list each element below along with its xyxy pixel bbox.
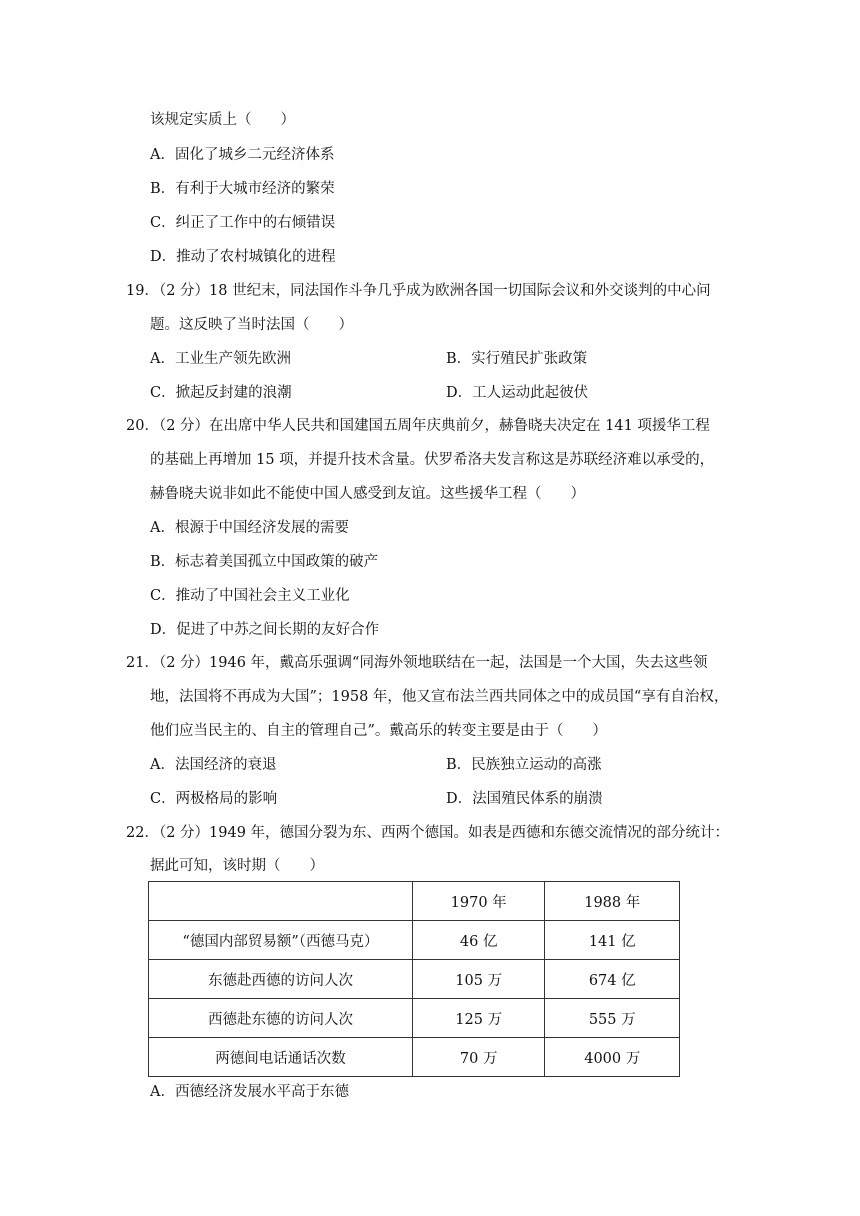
table-header-row	[149, 882, 680, 921]
table-cell: 141 亿	[545, 921, 680, 960]
table-header-cell: 1988 年	[545, 882, 680, 921]
q22-stem-line2: 据此可知，该时期（ ）	[150, 858, 324, 874]
q20-option-d: D．促进了中苏之间长期的友好合作	[150, 622, 380, 638]
table-cell: 555 万	[545, 999, 680, 1038]
q18-stem-tail: 该规定实质上（ ）	[150, 112, 295, 128]
table-cell: 两德间电话通话次数	[149, 1038, 413, 1077]
q20-stem-line1: 20．（2 分）在出席中华人民共和国建国五周年庆典前夕，赫鲁晓夫决定在 141 项援华工程	[126, 418, 710, 434]
q18-option-d: D．推动了农村城镇化的进程	[150, 249, 336, 265]
q21-option-b: B．民族独立运动的高涨	[446, 757, 602, 773]
table-cell: 东德赴西德的访问人次	[149, 960, 413, 999]
q20-stem-line2: 的基础上再增加 15 项，并提升技术含量。伏罗希洛夫发言称这是苏联经济难以承受的，	[150, 452, 715, 468]
table-cell: 674 亿	[545, 960, 680, 999]
table-cell: “德国内部贸易额”（西德马克）	[149, 921, 413, 960]
q19-option-b: B．实行殖民扩张政策	[446, 351, 588, 367]
q21-option-d: D．法国殖民体系的崩溃	[446, 791, 603, 807]
q18-option-a: A．固化了城乡二元经济体系	[150, 147, 335, 163]
table-cell: 46 亿	[412, 921, 545, 960]
q18-option-b: B．有利于大城市经济的繁荣	[150, 181, 335, 197]
q19-option-a: A．工业生产领先欧洲	[150, 351, 291, 367]
table-cell: 70 万	[412, 1038, 545, 1077]
q19-stem-line2: 题。这反映了当时法国（ ）	[150, 317, 353, 333]
table-row	[149, 1038, 680, 1077]
q19-option-c: C．掀起反封建的浪潮	[150, 385, 292, 401]
table-row	[149, 960, 680, 999]
q21-stem-line2: 地，法国将不再成为大国”；1958 年，他又宣布法兰西共同体之中的成员国“享有自治权，	[150, 689, 729, 705]
table-header-cell	[149, 882, 413, 921]
q21-stem-line1: 21．（2 分）1946 年，戴高乐强调“同海外领地联结在一起，法国是一个大国，失去这些领	[126, 655, 708, 671]
q18-option-c: C．纠正了工作中的右倾错误	[150, 215, 336, 231]
q19-option-d: D．工人运动此起彼伏	[446, 385, 589, 401]
table-cell: 125 万	[412, 999, 545, 1038]
q21-option-a: A．法国经济的衰退	[150, 757, 277, 773]
table-row	[149, 999, 680, 1038]
germany-exchange-table	[148, 881, 680, 1077]
q20-option-b: B．标志着美国孤立中国政策的破产	[150, 554, 379, 570]
q20-option-a: A．根源于中国经济发展的需要	[150, 520, 349, 536]
table-row	[149, 921, 680, 960]
q22-option-a: A．西德经济发展水平高于东德	[150, 1084, 349, 1100]
q20-stem-line3: 赫鲁晓夫说非如此不能使中国人感受到友谊。这些援华工程（ ）	[150, 486, 585, 502]
q20-option-c: C．推动了中国社会主义工业化	[150, 588, 350, 604]
q22-stem-line1: 22．（2 分）1949 年，德国分裂为东、西两个德国。如表是西德和东德交流情况的部分统计：	[126, 825, 730, 841]
q21-stem-line3: 他们应当民主的、自主的管理自己”。戴高乐的转变主要是由于（ ）	[150, 723, 607, 739]
table-cell: 西德赴东德的访问人次	[149, 999, 413, 1038]
q19-stem-line1: 19．（2 分）18 世纪末，同法国作斗争几乎成为欧洲各国一切国际会议和外交谈判的中心问	[126, 283, 711, 299]
table-header-cell: 1970 年	[412, 882, 545, 921]
table-cell: 105 万	[412, 960, 545, 999]
table-cell: 4000 万	[545, 1038, 680, 1077]
q21-option-c: C．两极格局的影响	[150, 791, 278, 807]
